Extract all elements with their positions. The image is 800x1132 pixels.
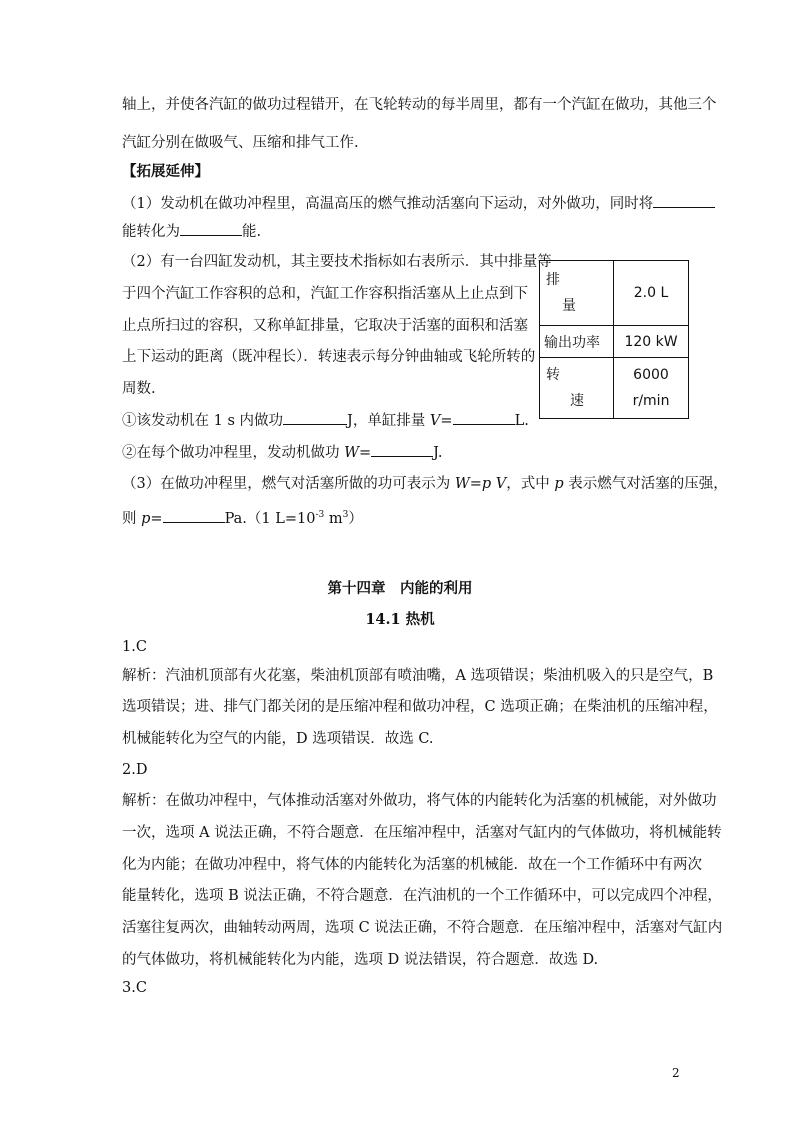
table-label-cell	[540, 358, 614, 419]
section-heading: 【拓展延伸】	[122, 163, 209, 180]
question-text: =	[150, 510, 163, 527]
answer-blank[interactable]	[163, 508, 225, 523]
table-label-cell: 输出功率	[540, 326, 614, 358]
question-text: m	[324, 510, 343, 527]
question-1-line	[122, 221, 261, 242]
paragraph-line: 汽缸分别在做吸气、压缩和排气工作.	[122, 135, 359, 151]
explanation-line: 化为内能；在做功冲程中，将气体的内能转化为活塞的机械能．故在一个工作循环中有两次	[122, 857, 702, 873]
paragraph-line: 轴上，并使各汽缸的做功过程错开，在飞轮转动的每半周里，都有一个汽缸在做功，其他三个	[122, 97, 717, 113]
exponent: -3	[315, 510, 325, 520]
label-text: 速	[570, 393, 584, 409]
question-3-line	[122, 474, 728, 494]
label-text: 排	[546, 272, 560, 288]
question-text: ②在每个做功冲程里，发动机做功	[122, 445, 345, 461]
answer-blank[interactable]	[180, 221, 242, 236]
question-1-line	[122, 193, 715, 214]
label-text: 转	[546, 367, 560, 383]
variable: W	[344, 445, 360, 461]
question-text: Pa.（1 L=10	[224, 510, 316, 527]
table-value-cell: 2.0 L	[614, 261, 689, 326]
value-text: r/min	[632, 393, 670, 409]
explanation-line: 的气体做功，将机械能转化为内能，选项 D 说法错误，符合题意．故选 D.	[122, 952, 599, 968]
section-title: 14.1 热机	[365, 611, 435, 628]
chapter-title: 第十四章 内能的利用	[327, 580, 473, 597]
exponent: 3	[342, 510, 349, 520]
answer-blank[interactable]	[283, 410, 347, 425]
question-text: =	[440, 413, 453, 429]
question-text: 则	[122, 510, 142, 527]
explanation-line: 解析：在做功冲程中，气体推动活塞对外做功，将气体的内能转化为活塞的机械能，对外做功	[122, 793, 717, 809]
answer-blank[interactable]	[371, 442, 433, 457]
table-row	[540, 358, 689, 419]
variable: p	[141, 510, 151, 527]
table-value-cell	[614, 358, 689, 419]
question-text: J.	[433, 445, 443, 461]
answer-number: 3.C	[122, 980, 147, 996]
question-text: L.	[514, 413, 529, 429]
explanation-line: 机械能转化为空气的内能，D 选项错误．故选 C.	[122, 731, 434, 747]
sub-question-2	[122, 442, 442, 463]
question-text: ）	[348, 510, 363, 527]
question-text: ，式中	[506, 476, 555, 492]
sub-question-1	[122, 410, 529, 431]
question-text: （1）发动机在做功冲程里，高温高压的燃气推动活塞向下运动，对外做功，同时将	[122, 196, 654, 212]
question-2-line: 周数.	[122, 381, 156, 397]
value-text: 6000	[633, 367, 669, 383]
variable: p	[554, 476, 564, 492]
answer-blank[interactable]	[653, 193, 715, 208]
explanation-line: 解析：汽油机顶部有火花塞，柴油机顶部有喷油嘴，A 选项错误；柴油机吸入的只是空气，B	[122, 668, 714, 684]
answer-number: 1.C	[122, 639, 147, 655]
question-text: =	[359, 445, 372, 461]
formula: W=p V	[454, 476, 507, 492]
explanation-line: 选项错误；进、排气门都关闭的是压缩冲程和做功冲程，C 选项正确；在柴油机的压缩冲程，	[122, 699, 718, 715]
explanation-line: 一次，选项 A 说法正确，不符合题意．在压缩冲程中，活塞对气缸内的气体做功，将机械能转	[122, 825, 722, 841]
question-2-line: 止点所扫过的容积，又称单缸排量，它取决于活塞的面积和活塞	[122, 318, 528, 334]
question-text: 表示燃气对活塞的压强，	[563, 476, 728, 492]
answer-blank[interactable]	[453, 410, 515, 425]
question-2-line: 上下运动的距离（既冲程长）．转速表示每分钟曲轴或飞轮所转的	[122, 349, 536, 365]
spec-table	[539, 260, 689, 419]
table-row	[540, 261, 689, 326]
table-label-cell	[540, 261, 614, 326]
question-2-line: 于四个汽缸工作容积的总和，汽缸工作容积指活塞从上止点到下	[122, 286, 528, 302]
question-text: J，单缸排量	[347, 413, 430, 429]
explanation-line: 能量转化，选项 B 说法正确，不符合题意．在汽油机的一个工作循环中，可以完成四个冲程，	[122, 888, 722, 904]
question-text: ①该发动机在 1 s 内做功	[122, 413, 283, 429]
page-number: 2	[672, 1066, 680, 1080]
table-row	[540, 326, 689, 358]
table-value-cell: 120 kW	[614, 326, 689, 358]
variable: V	[429, 413, 441, 429]
label-text: 量	[562, 298, 576, 314]
question-text: （3）在做功冲程里，燃气对活塞所做的功可表示为	[122, 476, 455, 492]
answer-number: 2.D	[122, 762, 148, 778]
question-text: 能.	[242, 224, 262, 240]
explanation-line: 活塞往复两次，曲轴转动两周，选项 C 说法正确，不符合题意．在压缩冲程中，活塞对气缸内	[122, 920, 723, 936]
question-text: 能转化为	[122, 224, 180, 240]
question-2-line: （2）有一台四缸发动机，其主要技术指标如右表所示．其中排量等	[122, 254, 552, 270]
question-3-line	[122, 505, 363, 529]
